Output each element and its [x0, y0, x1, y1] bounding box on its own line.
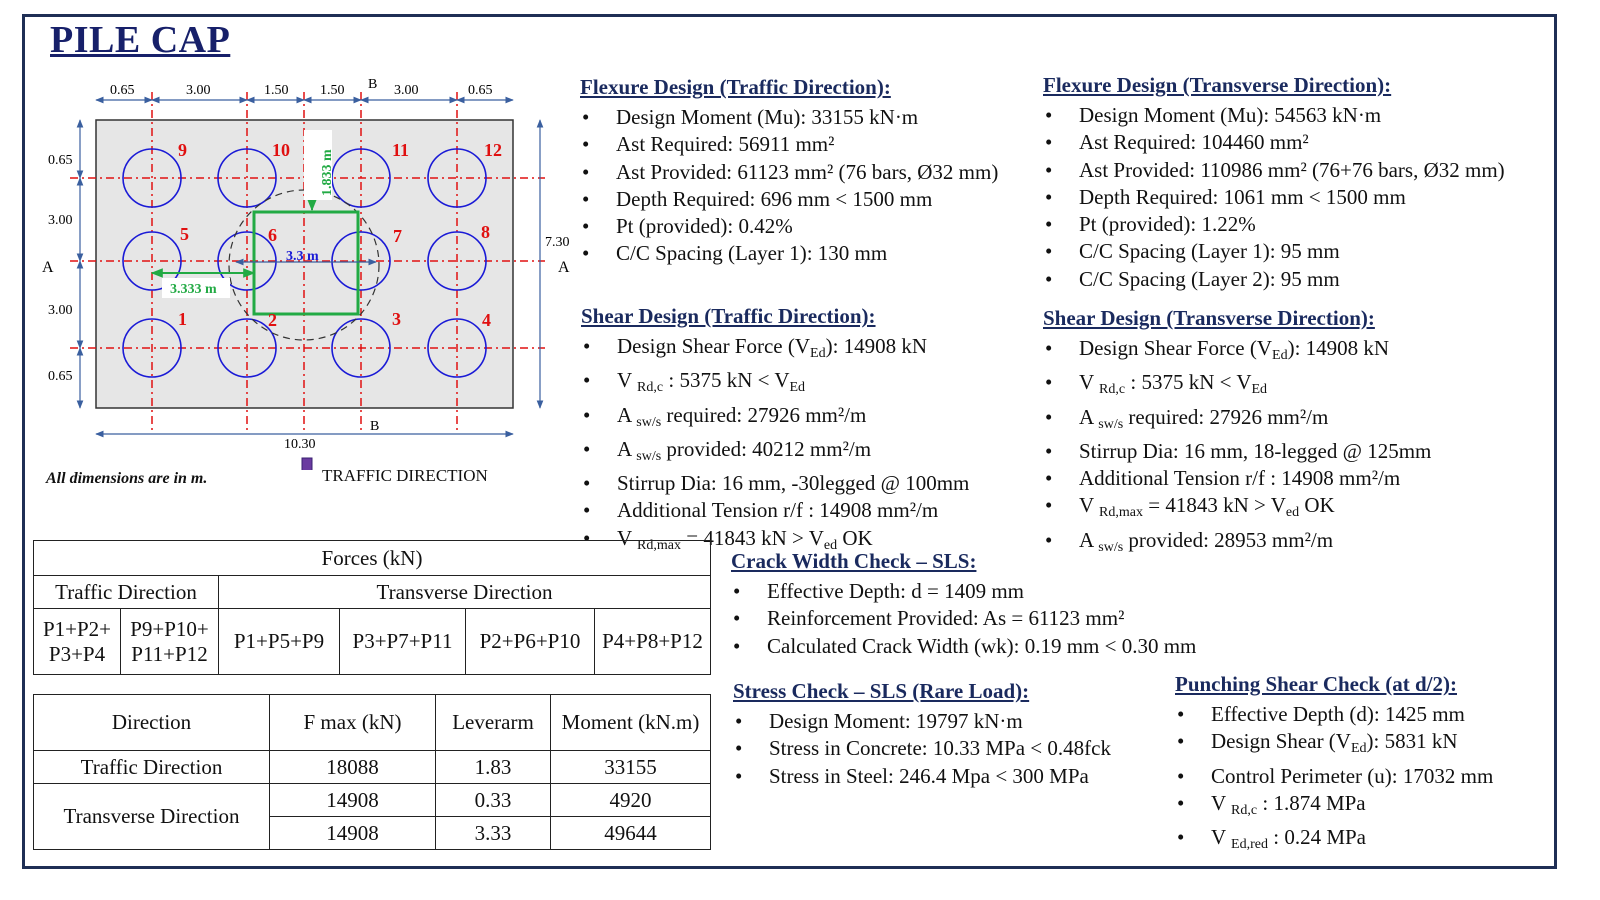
- table-header: Transverse Direction: [219, 576, 711, 609]
- moment-table: [33, 694, 711, 850]
- dim-label: 0.65: [48, 153, 73, 168]
- dim-1833: 1.833 m: [320, 149, 335, 196]
- dim-total-height: 7.30: [545, 235, 570, 250]
- list-item: • Design Moment (Mu): 33155 kN·m: [580, 104, 998, 131]
- dim-label: 0.65: [468, 83, 493, 98]
- table-cell: 33155: [551, 751, 711, 784]
- pile-number: 7: [393, 226, 402, 246]
- table-cell: P3+P7+P11: [340, 609, 466, 675]
- list-item: • V $_{Rd,max}$ = 41843 kN > $V_{ed}$ OK: [1043, 492, 1431, 526]
- dim-3333: 3.333 m: [170, 282, 217, 297]
- list-item: • Control Perimeter (u): 17032 mm: [1175, 763, 1493, 790]
- list-item: • Depth Required: 696 mm < 1500 mm: [580, 186, 998, 213]
- list-item: • Design Shear Force $(V_{Ed})$: 14908 kN: [581, 333, 969, 367]
- table-row: [34, 784, 711, 817]
- dim-label: 3.00: [48, 303, 73, 318]
- top-dims: [110, 77, 493, 98]
- pile-number: 12: [484, 140, 502, 160]
- list-item: • Ast Required: 104460 mm²: [1043, 129, 1505, 156]
- dimensions-note: All dimensions are in m.: [46, 470, 208, 487]
- left-dims: [42, 153, 73, 384]
- list-item: • C/C Spacing (Layer 2): 95 mm: [1043, 266, 1505, 293]
- pile-number: 10: [272, 140, 290, 160]
- dim-label: 1.50: [264, 83, 289, 98]
- table-cell: 3.33: [436, 817, 551, 850]
- table-cell: 49644: [551, 817, 711, 850]
- list-item: • A $_{sw/s}$ provided: 28953 mm²/m: [1043, 527, 1431, 561]
- punching-shear-section: [1175, 672, 1493, 858]
- table-cell: P2+P6+P10: [466, 609, 595, 675]
- list-item: • Design Moment (Mu): 54563 kN·m: [1043, 102, 1505, 129]
- table-cell: P9+P10+ P11+P12: [121, 609, 219, 675]
- section-a-label: A: [558, 259, 570, 276]
- flexure-transverse-section: [1043, 73, 1505, 293]
- table-header: Traffic Direction: [34, 576, 219, 609]
- list-item: • Stirrup Dia: 16 mm, 18-legged @ 125mm: [1043, 438, 1431, 465]
- table-cell: 14908: [270, 817, 436, 850]
- table-cell: 0.33: [436, 784, 551, 817]
- pile-number: 5: [180, 224, 189, 244]
- dim-label: 3.00: [186, 83, 211, 98]
- traffic-direction-label: TRAFFIC DIRECTION: [322, 466, 488, 485]
- pile-number: 6: [268, 225, 277, 245]
- list-item: • Design Shear $(V_{Ed})$: 5831 kN: [1175, 728, 1493, 762]
- section-b-label: B: [368, 77, 378, 92]
- pile-number: 9: [178, 140, 187, 160]
- list-item: • Additional Tension r/f : 14908 mm²/m: [1043, 465, 1431, 492]
- pile-cap-diagram: [40, 70, 580, 470]
- table-cell: P1+P5+P9: [219, 609, 340, 675]
- flexure-traffic-section: [580, 75, 998, 268]
- dim-total-width: 10.30: [284, 437, 316, 452]
- table-cell: Traffic Direction: [34, 751, 270, 784]
- list-item: • A $_{sw/s}$ required: 27926 mm²/m: [581, 402, 969, 436]
- table-header: Forces (kN): [34, 541, 711, 576]
- section-title: Stress Check – SLS (Rare Load):: [733, 679, 1030, 703]
- section-title: Crack Width Check – SLS:: [731, 549, 977, 573]
- table-cell: P4+P8+P12: [595, 609, 711, 675]
- section-b-label: B: [370, 419, 380, 434]
- shear-transverse-section: [1043, 306, 1431, 561]
- section-a-label: A: [42, 259, 54, 276]
- dim-label: 3.00: [48, 213, 73, 228]
- pile-number: 8: [481, 222, 490, 242]
- list-item: • Reinforcement Provided: As = 61123 mm²: [731, 605, 1196, 632]
- table-header: Leverarm: [436, 695, 551, 751]
- dim-label: 3.00: [394, 83, 419, 98]
- page-title: PILE CAP: [50, 19, 231, 61]
- pile-number: 3: [392, 309, 401, 329]
- list-item: • V $_{Rd,c}$ : 1.874 MPa: [1175, 790, 1493, 824]
- table-header: F max (kN): [270, 695, 436, 751]
- table-cell: Transverse Direction: [34, 784, 270, 850]
- table-cell: 1.83: [436, 751, 551, 784]
- list-item: • Pt (provided): 0.42%: [580, 213, 998, 240]
- table-cell: P1+P2+ P3+P4: [34, 609, 121, 675]
- table-cell: 4920: [551, 784, 711, 817]
- pile-number: 11: [392, 140, 410, 160]
- list-item: • Additional Tension r/f : 14908 mm²/m: [581, 497, 969, 524]
- list-item: • Ast Provided: 110986 mm² (76+76 bars, Ø32 mm): [1043, 157, 1505, 184]
- pile-number: 4: [482, 310, 491, 330]
- list-item: • A $_{sw/s}$ provided: 40212 mm²/m: [581, 436, 969, 470]
- list-item: • Effective Depth (d): 1425 mm: [1175, 701, 1493, 728]
- list-item: • V $_{Rd,max}$ = 41843 kN > $V_{ed}$ OK: [581, 525, 969, 559]
- pile-number: 2: [268, 310, 277, 330]
- list-item: • C/C Spacing (Layer 1): 130 mm: [580, 240, 998, 267]
- dim-label: 1.50: [320, 83, 345, 98]
- table-header: Direction: [34, 695, 270, 751]
- list-item: • Ast Provided: 61123 mm² (76 bars, Ø32 mm): [580, 159, 998, 186]
- shear-traffic-section: [581, 304, 969, 559]
- list-item: • Stress in Steel: 246.4 Mpa < 300 MPa: [733, 763, 1111, 790]
- pile-number: 1: [178, 309, 187, 329]
- list-item: • V $_{Rd,c}$ : 5375 kN < $V_{Ed}$: [1043, 369, 1431, 403]
- section-title: Punching Shear Check (at d/2):: [1175, 672, 1457, 696]
- section-title: Shear Design (Traffic Direction):: [581, 304, 876, 328]
- table-header: Moment (kN.m): [551, 695, 711, 751]
- list-item: • Stirrup Dia: 16 mm, -30legged @ 100mm: [581, 470, 969, 497]
- section-title: Flexure Design (Traffic Direction):: [580, 75, 891, 99]
- list-item: • V $_{Ed,red}$ : 0.24 MPa: [1175, 824, 1493, 858]
- list-item: • Effective Depth: d = 1409 mm: [731, 578, 1196, 605]
- table-cell: 18088: [270, 751, 436, 784]
- traffic-direction-arrow-icon: [294, 458, 320, 470]
- list-item: • Design Moment: 19797 kN·m: [733, 708, 1111, 735]
- section-title: Shear Design (Transverse Direction):: [1043, 306, 1375, 330]
- list-item: • Design Shear Force $(V_{Ed})$: 14908 kN: [1043, 335, 1431, 369]
- list-item: • Ast Required: 56911 mm²: [580, 131, 998, 158]
- list-item: • Depth Required: 1061 mm < 1500 mm: [1043, 184, 1505, 211]
- table-cell: 14908: [270, 784, 436, 817]
- stress-check-section: [733, 679, 1111, 790]
- section-title: Flexure Design (Transverse Direction):: [1043, 73, 1392, 97]
- list-item: • V $_{Rd,c}$ : 5375 kN < $V_{Ed}$: [581, 367, 969, 401]
- list-item: • A $_{sw/s}$ required: 27926 mm²/m: [1043, 404, 1431, 438]
- list-item: • Stress in Concrete: 10.33 MPa < 0.48fck: [733, 735, 1111, 762]
- dim-3-3: 3.3 m: [286, 249, 319, 264]
- list-item: • C/C Spacing (Layer 1): 95 mm: [1043, 238, 1505, 265]
- list-item: • Calculated Crack Width (wk): 0.19 mm < 0.30 mm: [731, 633, 1196, 660]
- dim-label: 0.65: [48, 369, 73, 384]
- table-row: [34, 751, 711, 784]
- crack-width-section: [731, 549, 1196, 660]
- forces-table: [33, 540, 711, 675]
- list-item: • Pt (provided): 1.22%: [1043, 211, 1505, 238]
- dim-label: 0.65: [110, 83, 135, 98]
